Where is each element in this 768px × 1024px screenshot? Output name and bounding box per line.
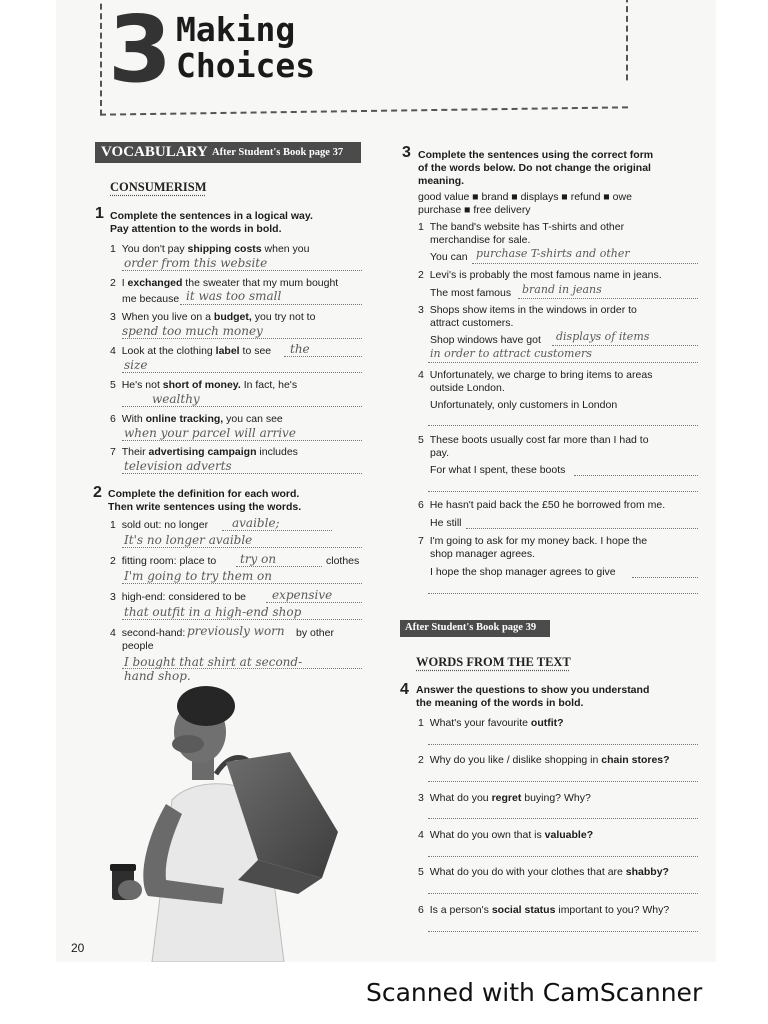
item-text: He's not — [121, 379, 163, 391]
answer-line — [428, 593, 698, 594]
item-bold: budget, — [213, 311, 252, 323]
handwritten-answer: brand in jeans — [522, 283, 602, 296]
handwritten-answer: when your parcel will arrive — [124, 426, 296, 440]
answer-line — [122, 547, 362, 548]
ex3-item-line2: merchandise for sale. — [430, 234, 531, 246]
item-number: 1 — [418, 717, 424, 729]
item-bold: exchanged — [127, 277, 183, 289]
ex2-instruction-1: Complete the definition for each word. — [108, 488, 300, 500]
item-bold: chain stores? — [601, 754, 670, 766]
sb-page-banner — [400, 620, 550, 637]
unit-title — [176, 12, 315, 84]
item-number: 2 — [110, 277, 116, 289]
answer-line — [122, 619, 362, 620]
ex3-prompt: You can — [430, 251, 468, 263]
answer-line — [518, 298, 698, 299]
item-bold: valuable? — [544, 829, 594, 841]
ex2-instruction-2: Then write sentences using the words. — [108, 501, 302, 513]
item-text: you can see — [223, 413, 283, 425]
sb-page-label: After Student's Book page 39 — [405, 622, 537, 633]
item-text: the sweater that my mum bought — [182, 277, 339, 289]
ex4-item — [418, 792, 591, 805]
handwritten-answer: displays of items — [556, 330, 650, 343]
item-number: 2 — [418, 269, 424, 281]
handwritten-answer: expensive — [272, 588, 333, 602]
handwritten-answer: order from this website — [124, 256, 268, 270]
words-from-text-heading: WORDS FROM THE TEXT — [416, 655, 571, 669]
ex3-instruction-3: meaning. — [418, 175, 465, 187]
item-bold: outfit? — [530, 717, 564, 729]
handwritten-sentence: hand shop. — [124, 669, 191, 683]
item-number: 2 — [110, 555, 116, 567]
answer-line — [472, 263, 698, 264]
item-text: high-end: considered to be — [121, 591, 247, 603]
item-text: When you live on a — [121, 311, 214, 323]
answer-line — [574, 475, 698, 476]
item-number: 7 — [110, 446, 116, 458]
ex3-number: 3 — [402, 144, 411, 161]
ex2-item — [110, 627, 185, 640]
handwritten-answer: avaible; — [232, 516, 280, 530]
ex4-item — [418, 829, 593, 842]
handwritten-answer: television adverts — [124, 459, 232, 473]
ex3-item — [418, 304, 637, 317]
ex2-item-tail: by other — [296, 627, 334, 639]
item-number: 2 — [418, 754, 424, 766]
handwritten-answer: try on — [240, 552, 277, 566]
vocabulary-sub: After Student's Book page 37 — [212, 147, 344, 158]
item-number: 4 — [110, 345, 116, 357]
ex2-item-line2: people — [122, 640, 154, 652]
ex4-item — [418, 717, 564, 730]
ex3-prompt: Shop windows have got — [430, 334, 541, 346]
answer-line — [428, 425, 698, 426]
ex3-prompt: The most famous — [430, 287, 512, 299]
ex3-prompt: He still — [430, 517, 462, 529]
unit-title-line2: Choices — [176, 46, 316, 85]
item-text: important to you? Why? — [555, 904, 670, 916]
answer-line — [428, 893, 698, 894]
ex3-item — [418, 499, 665, 512]
item-number: 1 — [418, 221, 424, 233]
item-text: In fact, he's — [240, 379, 298, 391]
item-bold: shipping costs — [187, 243, 262, 255]
ex3-item-line2: pay. — [430, 447, 450, 459]
item-text: Is a person's — [429, 904, 492, 916]
answer-line — [466, 528, 698, 529]
item-text: buying? Why? — [521, 792, 591, 804]
unit-title-line1: Making — [176, 10, 296, 49]
item-number: 5 — [418, 434, 424, 446]
answer-line — [428, 818, 698, 819]
ex3-word-bank-2: purchase ■ free delivery — [418, 204, 531, 216]
answer-line — [122, 270, 362, 271]
item-text: The band's website has T-shirts and other — [429, 221, 625, 233]
item-number: 6 — [110, 413, 116, 425]
item-text: I'm going to ask for my money back. I hope the — [429, 535, 648, 547]
ex1-item-line2: me because — [122, 293, 180, 305]
ex2-item — [110, 555, 216, 568]
answer-line — [122, 372, 362, 373]
item-number: 3 — [110, 311, 116, 323]
answer-line — [122, 406, 362, 407]
ex3-prompt: Unfortunately, only customers in London — [430, 399, 618, 411]
item-text: Shops show items in the windows in order to — [429, 304, 637, 316]
item-text: Their — [121, 446, 149, 458]
item-text: What do you — [429, 792, 492, 804]
answer-line — [552, 345, 698, 346]
answer-line — [428, 931, 698, 932]
answer-line — [284, 356, 362, 357]
item-text: second-hand: — [121, 627, 186, 639]
man-with-shopping-bag-photo — [108, 682, 344, 962]
ex1-instruction-2: Pay attention to the words in bold. — [110, 223, 282, 235]
item-text: you try not to — [251, 311, 316, 323]
item-bold: advertising campaign — [148, 446, 257, 458]
ex3-item-line2: shop manager agrees. — [430, 548, 536, 560]
ex4-item — [418, 904, 669, 917]
handwritten-answer: it was too small — [186, 289, 282, 303]
ex4-number: 4 — [400, 681, 409, 698]
answer-line — [632, 577, 698, 578]
ex1-item — [110, 379, 297, 392]
handwritten-sentence: It's no longer avaible — [124, 533, 253, 547]
answer-line — [122, 583, 362, 584]
ex3-item — [418, 369, 652, 382]
ex3-item — [418, 269, 662, 282]
item-number: 4 — [418, 829, 424, 841]
handwritten-answer: purchase T-shirts and other — [476, 247, 630, 260]
answer-line — [266, 602, 362, 603]
answer-line — [122, 473, 362, 474]
answer-line — [122, 338, 362, 339]
item-number: 7 — [418, 535, 424, 547]
ex3-instruction-1: Complete the sentences using the correct form — [418, 149, 654, 161]
handwritten-sentence: I bought that shirt at second- — [124, 655, 303, 669]
page-number: 20 — [71, 941, 85, 955]
item-text: What do you do with your clothes that are — [429, 866, 626, 878]
ex2-item — [110, 519, 208, 532]
item-bold: short of money. — [162, 379, 241, 391]
item-number: 1 — [110, 519, 116, 531]
handwritten-answer: in order to attract customers — [430, 347, 592, 360]
item-text: Unfortunately, we charge to bring items to areas — [429, 369, 653, 381]
ex1-item — [110, 243, 310, 256]
handwritten-answer: wealthy — [152, 392, 200, 406]
ex3-item — [418, 434, 649, 447]
ex2-item-tail: clothes — [326, 555, 360, 567]
vocabulary-label: VOCABULARY — [101, 144, 208, 160]
item-number: 6 — [418, 499, 424, 511]
ex1-number: 1 — [95, 205, 104, 222]
item-text: when you — [261, 243, 310, 255]
item-number: 3 — [418, 304, 424, 316]
item-text: Why do you like / dislike shopping in — [429, 754, 602, 766]
ex3-item — [418, 535, 647, 548]
item-text: I — [121, 277, 128, 289]
item-bold: online tracking, — [145, 413, 224, 425]
item-number: 6 — [418, 904, 424, 916]
item-text: With — [121, 413, 146, 425]
item-text: includes — [256, 446, 298, 458]
ex4-item — [418, 866, 669, 879]
vocabulary-banner — [95, 142, 361, 163]
ex4-instruction-2: the meaning of the words in bold. — [416, 697, 584, 709]
item-number: 1 — [110, 243, 116, 255]
item-bold: label — [215, 345, 240, 357]
ex3-item-line2: outside London. — [430, 382, 505, 394]
item-number: 4 — [418, 369, 424, 381]
ex1-item — [110, 311, 315, 324]
item-bold: regret — [491, 792, 522, 804]
handwritten-answer: size — [124, 358, 148, 372]
handwritten-answer: spend too much money — [122, 324, 263, 338]
ex4-instruction-1: Answer the questions to show you understand — [416, 684, 650, 696]
answer-line — [180, 304, 362, 305]
consumerism-heading: CONSUMERISM — [110, 180, 207, 194]
item-text: These boots usually cost far more than I had to — [429, 434, 649, 446]
item-number: 4 — [110, 627, 116, 639]
handwritten-sentence: that outfit in a high-end shop — [124, 605, 302, 619]
handwritten-sentence: I'm going to try them on — [124, 569, 273, 583]
answer-line — [222, 530, 332, 531]
item-number: 5 — [418, 866, 424, 878]
ex3-instruction-2: of the words below. Do not change the original — [418, 162, 651, 174]
handwritten-answer: previously worn — [187, 624, 285, 638]
item-number: 3 — [110, 591, 116, 603]
item-text: You don't pay — [121, 243, 188, 255]
scanner-watermark: Scanned with CamScanner — [366, 978, 703, 1007]
answer-line — [122, 668, 362, 669]
answer-line — [236, 566, 322, 567]
item-bold: shabby? — [625, 866, 669, 878]
ex2-item — [110, 591, 246, 604]
ex3-prompt: I hope the shop manager agrees to give — [430, 566, 616, 578]
answer-line — [428, 491, 698, 492]
item-bold: social status — [491, 904, 556, 916]
ex3-prompt: For what I spent, these boots — [430, 464, 566, 476]
ex3-word-bank-1: good value ■ brand ■ displays ■ refund ■ owe — [418, 191, 632, 203]
ex3-item-line2: attract customers. — [430, 317, 514, 329]
item-text: fitting room: place to — [121, 555, 217, 567]
answer-line — [428, 744, 698, 745]
item-text: Look at the clothing — [121, 345, 216, 357]
ex1-item — [110, 345, 271, 358]
answer-line — [428, 362, 698, 363]
item-text: to see — [239, 345, 272, 357]
ex2-number: 2 — [93, 484, 102, 501]
item-text: What do you own that is — [429, 829, 545, 841]
handwritten-answer: the — [290, 342, 310, 356]
answer-line — [428, 781, 698, 782]
ex1-instruction-1: Complete the sentences in a logical way. — [110, 210, 313, 222]
item-text: What's your favourite — [429, 717, 531, 729]
unit-number: 3 — [108, 0, 169, 103]
ex4-item — [418, 754, 670, 767]
item-text: He hasn't paid back the £50 he borrowed from me. — [429, 499, 666, 511]
ex1-item — [110, 446, 298, 459]
ex3-item — [418, 221, 624, 234]
answer-line — [428, 856, 698, 857]
item-number: 5 — [110, 379, 116, 391]
answer-line — [122, 440, 362, 441]
item-text: Levi's is probably the most famous name in jeans. — [429, 269, 662, 281]
item-number: 3 — [418, 792, 424, 804]
ex1-item — [110, 413, 283, 426]
item-text: sold out: no longer — [121, 519, 209, 531]
